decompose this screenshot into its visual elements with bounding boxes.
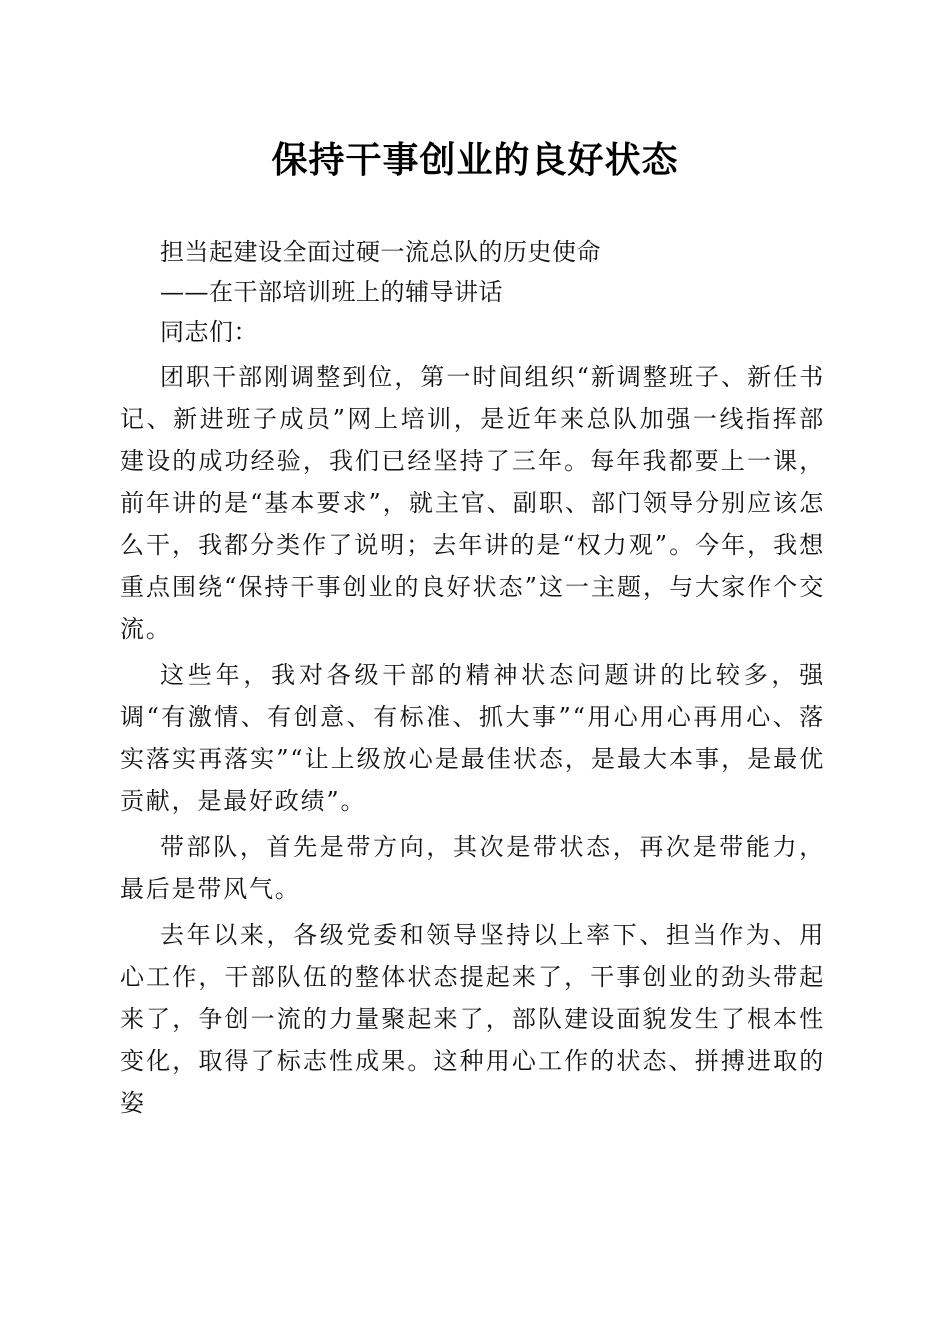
paragraph: 这些年，我对各级干部的精神状态问题讲的比较多，强调“有激情、有创意、有标准、抓大事”“用心用心再用心、落实落实再落实”“让上级放心是最佳状态，是最大本事，是最优贡献，是最好政绩”。	[120, 661, 825, 815]
document-byline: ——在干部培训班上的辅导讲话	[160, 278, 503, 306]
paragraph: 带部队，首先是带方向，其次是带状态，再次是带能力，最后是带风气。	[120, 833, 825, 903]
salutation: 同志们：	[160, 318, 258, 346]
document-body	[120, 232, 825, 1128]
paragraph: 去年以来，各级党委和领导坚持以上率下、担当作为、用心工作，干部队伍的整体状态提起来了，干事创业的劲头带起来了，争创一流的力量聚起来了，部队建设面貌发生了根本性变化，取得了标志性成果。这种用心工作的状态、拼搏进取的姿	[120, 921, 825, 1117]
document-subtitle: 担当起建设全面过硬一流总队的历史使命	[160, 238, 601, 266]
paragraph: 团职干部刚调整到位，第一时间组织“新调整班子、新任书记、新进班子成员”网上培训，是近年来总队加强一线指挥部建设的成功经验，我们已经坚持了三年。每年我都要上一课，前年讲的是“基本要求”，就主官、副职、部门领导分别应该怎么干，我都分类作了说明；去年讲的是“权力观”。今年，我想重点围绕“保持干事创业的良好状态”这一主题，与大家作个交流。	[120, 363, 825, 643]
document-title: 保持干事创业的良好状态	[271, 139, 679, 181]
